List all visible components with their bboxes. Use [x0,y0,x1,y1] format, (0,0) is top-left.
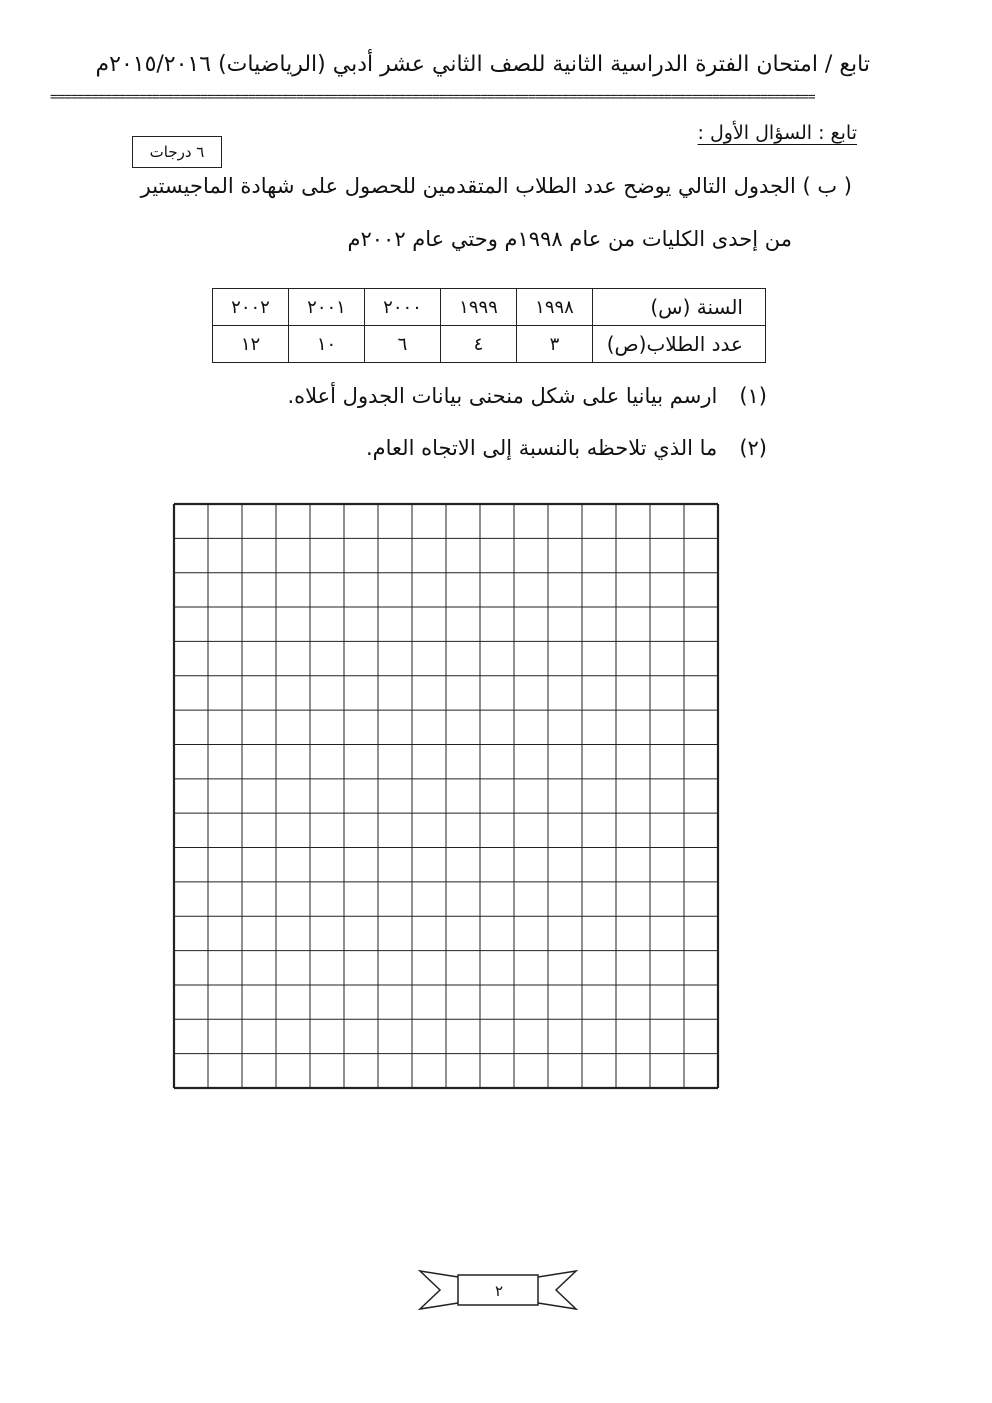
table-cell: ٢٠٠٠ [365,289,441,326]
table-cell: ٤ [441,326,517,363]
question-number: (١) [739,384,767,408]
graph-grid-svg[interactable] [166,498,722,1094]
section-title: تابع : السؤال الأول : [697,122,857,144]
question-2 [366,436,767,460]
table-cell: ٣ [517,326,593,363]
question-1 [287,384,767,408]
table-cell: ١٩٩٨ [517,289,593,326]
table-row-years [213,289,766,326]
table-row-label: عدد الطلاب(ص) [593,326,766,363]
question-text: ما الذي تلاحظه بالنسبة إلى الاتجاه العام. [365,436,718,460]
table-row-students [213,326,766,363]
exam-header: تابع / امتحان الفترة الدراسية الثانية للصف الثاني عشر أدبي (الرياضيات) ٢٠١٥/٢٠١٦م [95,52,870,77]
table-cell: ٢٠٠١ [289,289,365,326]
table-cell: ١٢ [213,326,289,363]
data-table [212,288,766,363]
intro-line-1: ( ب ) الجدول التالي يوضح عدد الطلاب المتقدمين للحصول على شهادة الماجيستير [140,174,852,198]
table-row-label: السنة (س) [593,289,766,326]
marks-label: ٦ درجات [149,143,205,161]
header-divider: ================================================================================================================ [50,94,815,102]
question-text: ارسم بيانيا على شكل منحنى بيانات الجدول أعلاه. [287,384,718,408]
question-number: (٢) [739,436,767,460]
table-cell: ١٩٩٩ [441,289,517,326]
marks-box [132,136,222,168]
intro-line-2: من إحدى الكليات من عام ١٩٩٨م وحتي عام ٢٠٠٢م [347,227,792,251]
graph-grid[interactable] [166,498,722,1094]
table-cell: ١٠ [289,326,365,363]
table-cell: ٦ [365,326,441,363]
table-cell: ٢٠٠٢ [213,289,289,326]
page-number: ٢ [494,1282,504,1300]
